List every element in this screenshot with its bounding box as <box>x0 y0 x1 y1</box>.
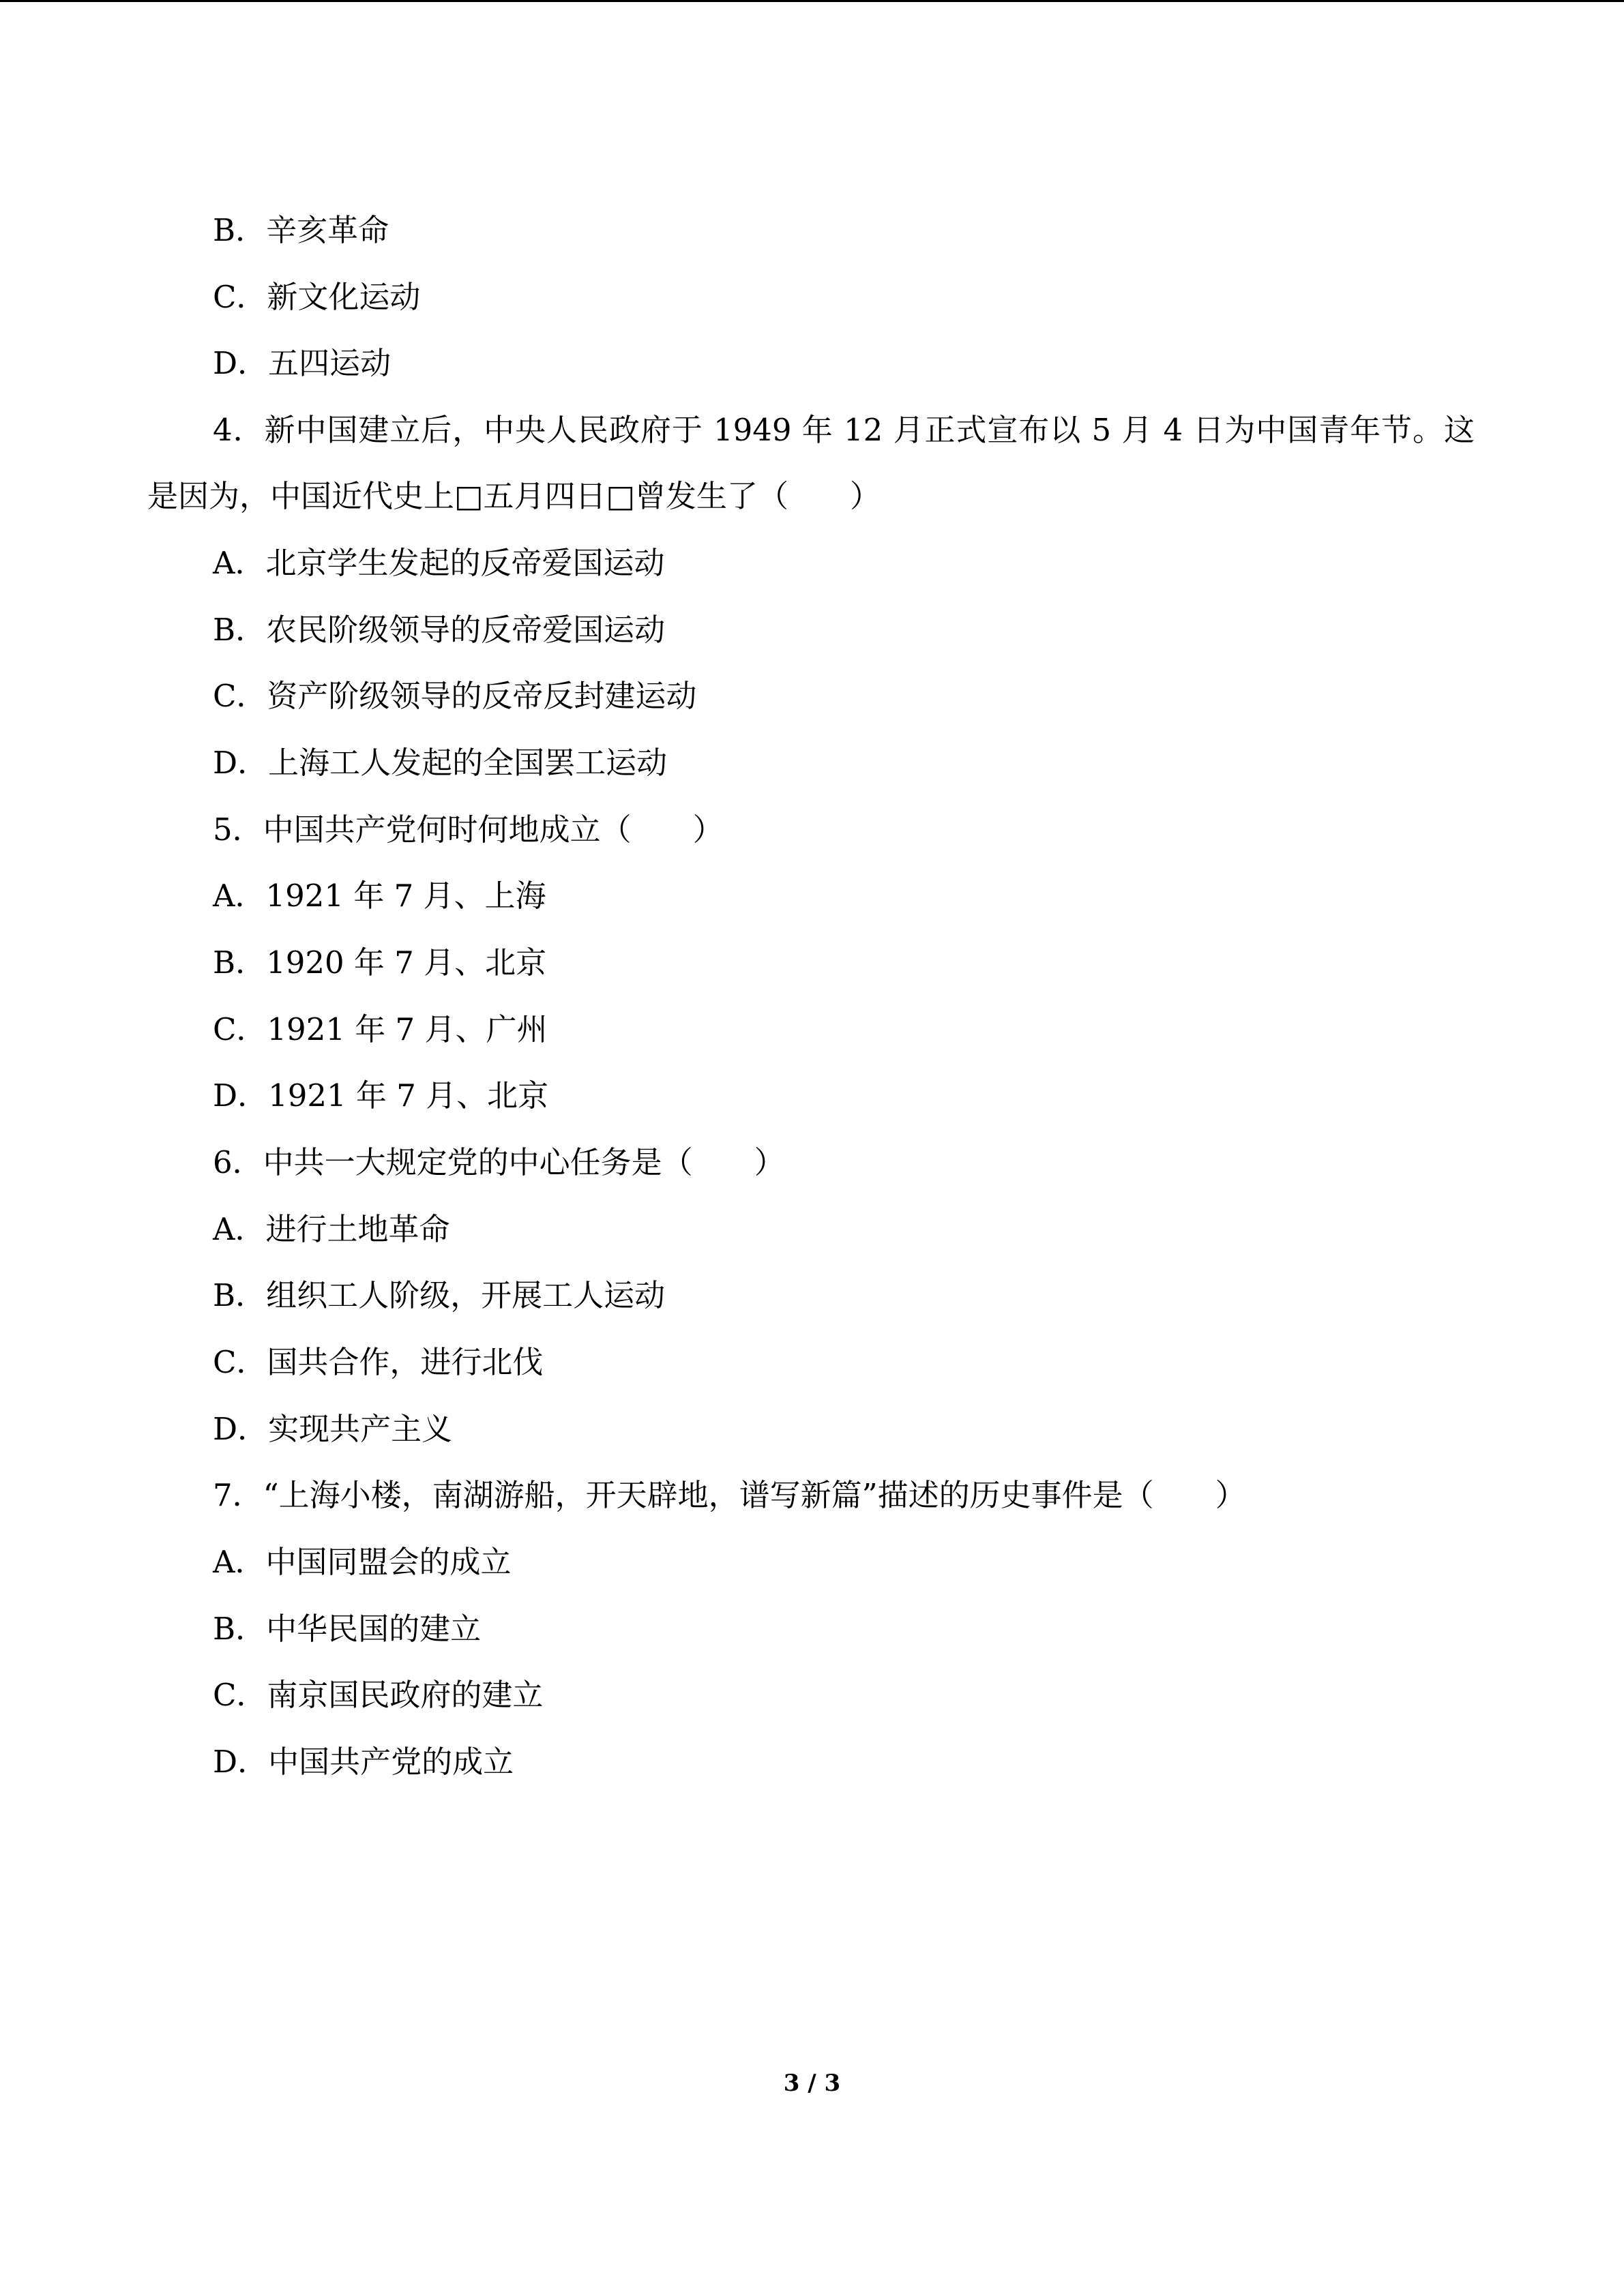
q5-stem: 5．中国共产党何时何地成立（ ） <box>213 811 724 848</box>
q4-stem-line-2: 是因为，中国近代史上□五月四日□曾发生了（ ） <box>147 478 881 514</box>
q5-option-d: D．1921 年 7 月、北京 <box>213 1077 549 1114</box>
q7-option-c: C．南京国民政府的建立 <box>213 1677 544 1713</box>
q3-option-c: C．新文化运动 <box>213 279 421 315</box>
q4-option-a: A．北京学生发起的反帝爱国运动 <box>213 545 665 581</box>
q7-option-b: B．中华民国的建立 <box>213 1611 482 1647</box>
q3-option-d: D．五四运动 <box>213 345 392 381</box>
q5-option-c: C．1921 年 7 月、广州 <box>213 1011 548 1047</box>
q5-option-b: B．1920 年 7 月、北京 <box>213 944 547 981</box>
q6-option-b: B．组织工人阶级，开展工人运动 <box>213 1277 666 1313</box>
q4-option-c: C．资产阶级领导的反帝反封建运动 <box>213 678 697 714</box>
q6-option-c: C．国共合作，进行北伐 <box>213 1344 544 1380</box>
page-number: 3 / 3 <box>783 2070 841 2097</box>
q5-option-a: A．1921 年 7 月、上海 <box>213 878 546 914</box>
q6-stem: 6．中共一大规定党的中心任务是（ ） <box>213 1144 785 1180</box>
q4-option-d: D．上海工人发起的全国罢工运动 <box>213 745 668 781</box>
q4-stem-line-1: 4．新中国建立后，中央人民政府于 1949 年 12 月正式宣布以 5 月 4 日为中国青年节。这 <box>213 412 1475 448</box>
q7-stem: 7．“上海小楼，南湖游船，开天辟地，谱写新篇”描述的历史事件是（ ） <box>213 1477 1246 1513</box>
q4-option-b: B．农民阶级领导的反帝爱国运动 <box>213 612 666 648</box>
q6-option-d: D．实现共产主义 <box>213 1411 453 1447</box>
q7-option-d: D．中国共产党的成立 <box>213 1744 514 1780</box>
q3-option-b: B．辛亥革命 <box>213 212 389 248</box>
q7-option-a: A．中国同盟会的成立 <box>213 1544 512 1580</box>
q6-option-a: A．进行土地革命 <box>213 1211 450 1247</box>
